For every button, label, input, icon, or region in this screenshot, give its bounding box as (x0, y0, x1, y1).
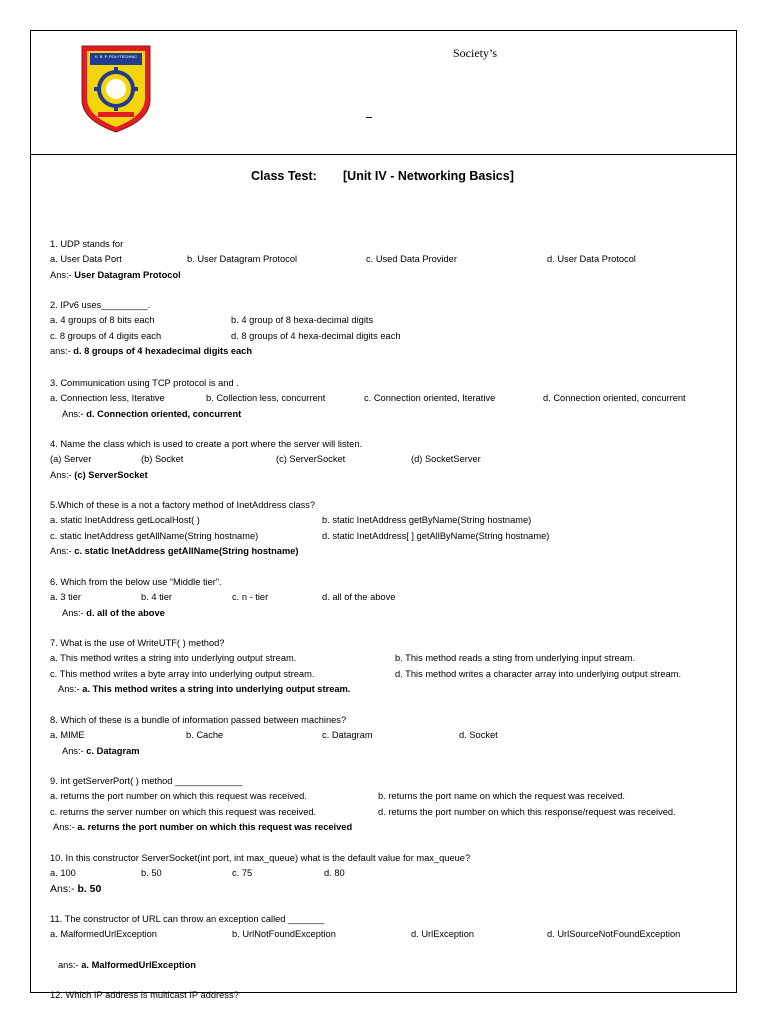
option-text: a. User Data Port (50, 254, 122, 265)
question-text: 6. Which from the below use “Middle tier”. (50, 577, 222, 587)
option-text: b. This method reads a sting from underlying input stream. (395, 653, 636, 664)
answer-line (58, 684, 350, 695)
option-text: c. 8 groups of 4 digits each (50, 330, 162, 341)
option-text: b. User Datagram Protocol (187, 254, 298, 265)
question-text: 12. Which IP address is multicast IP address? (50, 990, 239, 1000)
option-text: c. Datagram (322, 730, 373, 741)
option-text: b. UrlNotFoundException (232, 929, 336, 940)
option-text: d. all of the above (322, 592, 396, 603)
option-text: d. User Data Protocol (547, 254, 636, 265)
answer-prefix: Ans:- (50, 545, 72, 556)
option-text: a. This method writes a string into underlying output stream. (50, 653, 297, 664)
option-text: b. 50 (141, 868, 162, 879)
option-text: c. This method writes a byte array into underlying output stream. (50, 668, 315, 679)
question-text: 4. Name the class which is used to create a port where the server will listen. (50, 439, 363, 449)
option-text: d. 8 groups of 4 hexa-decimal digits each (231, 330, 401, 341)
test-label: Class Test: (251, 169, 317, 183)
question-text: 10. In this constructor ServerSocket(int port, int max_queue) what is the default value for max_queue? (50, 853, 471, 863)
answer-line (50, 884, 101, 895)
option-text: b. 4 group of 8 hexa-decimal digits (231, 315, 374, 326)
answer-text: a. returns the port number on which this request was received (77, 821, 353, 832)
answer-line (50, 546, 299, 557)
option-text: d. This method writes a character array into underlying output stream. (395, 668, 682, 679)
answer-prefix: Ans:- (50, 269, 72, 280)
option-text: c. n - tier (232, 592, 269, 603)
option-text: (d) SocketServer (411, 454, 481, 465)
option-text: d. static InetAddress[ ] getAllByName(String hostname) (322, 530, 550, 541)
college-logo (76, 42, 156, 134)
option-text: d. UrlSourceNotFoundException (547, 929, 681, 940)
option-text: c. Connection oriented, Iterative (364, 393, 496, 404)
option-text: d. Connection oriented, concurrent (543, 393, 686, 404)
option-text: d. returns the port number on which this response/request was received. (378, 806, 676, 817)
answer-line (62, 608, 165, 619)
option-text: b. Cache (186, 730, 224, 741)
option-text: a. MIME (50, 730, 85, 741)
answer-prefix: ans:- (50, 345, 71, 356)
header-dash (366, 117, 372, 118)
option-text: a. MalformedUrlException (50, 929, 157, 940)
answer-prefix: Ans:- (58, 683, 80, 694)
answer-prefix: Ans:- (62, 408, 84, 419)
answer-line (62, 746, 140, 757)
option-text: b. 4 tier (141, 592, 173, 603)
option-text: (a) Server (50, 454, 92, 465)
answer-prefix: Ans:- (50, 469, 72, 480)
option-text: c. static InetAddress getAllName(String hostname) (50, 530, 259, 541)
answer-prefix: Ans:- (53, 821, 75, 832)
option-text: (b) Socket (141, 454, 184, 465)
question-text: 9. int getServerPort( ) method _____________ (50, 776, 243, 786)
option-text: b. static InetAddress getByName(String hostname) (322, 515, 532, 526)
answer-text: c. Datagram (86, 745, 140, 756)
answer-prefix: Ans:- (50, 882, 75, 895)
answer-text: a. MalformedUrlException (81, 959, 196, 970)
answer-text: d. Connection oriented, concurrent (86, 408, 242, 419)
answer-line (58, 960, 196, 971)
question-text: 1. UDP stands for (50, 239, 124, 249)
option-text: d. Socket (459, 730, 498, 741)
question-text: 7. What is the use of WriteUTF( ) method? (50, 638, 225, 648)
answer-text: b. 50 (77, 882, 102, 895)
option-text: b. Collection less, concurrent (206, 393, 326, 404)
option-text: a. static InetAddress getLocalHost( ) (50, 515, 200, 526)
logo-text: K. B. P. POLYTECHNIC (94, 54, 138, 59)
option-text: d. 80 (324, 868, 345, 879)
answer-line (50, 470, 148, 481)
answer-line (53, 822, 352, 833)
question-text: 5.Which of these is a not a factory method of InetAddress class? (50, 500, 316, 510)
option-text: a. returns the port number on which this request was received. (50, 791, 307, 802)
option-text: a. Connection less, Iterative (50, 393, 165, 404)
answer-line (50, 346, 252, 357)
option-text: c. Used Data Provider (366, 254, 457, 265)
answer-prefix: Ans:- (62, 745, 84, 756)
answer-text: c. static InetAddress getAllName(String hostname) (74, 545, 299, 556)
answer-prefix: Ans:- (62, 607, 84, 618)
option-text: c. 75 (232, 868, 253, 879)
header-divider (30, 154, 737, 155)
question-text: 11. The constructor of URL can throw an exception called _______ (50, 914, 325, 924)
society-heading: Society’s (453, 46, 497, 60)
answer-text: (c) ServerSocket (74, 469, 148, 480)
option-text: (c) ServerSocket (276, 454, 346, 465)
option-text: c. returns the server number on which this request was received. (50, 806, 317, 817)
unit-title: [Unit IV - Networking Basics] (343, 169, 514, 183)
answer-text: d. 8 groups of 4 hexadecimal digits each (73, 345, 253, 356)
answer-line (62, 409, 241, 420)
option-text: d. UrlException (411, 929, 475, 940)
option-text: b. returns the port name on which the request was received. (378, 791, 626, 802)
answer-text: User Datagram Protocol (74, 269, 181, 280)
answer-text: a. This method writes a string into underlying output stream. (82, 683, 351, 694)
answer-prefix: ans:- (58, 959, 79, 970)
option-text: a. 3 tier (50, 592, 82, 603)
option-text: a. 4 groups of 8 bits each (50, 315, 155, 326)
answer-line (50, 270, 181, 281)
question-text: 8. Which of these is a bundle of information passed between machines? (50, 715, 347, 725)
answer-text: d. all of the above (86, 607, 165, 618)
option-text: a. 100 (50, 868, 76, 879)
question-text: 2. IPv6 uses_________. (50, 300, 151, 310)
question-text: 3. Communication using TCP protocol is and . (50, 378, 239, 388)
